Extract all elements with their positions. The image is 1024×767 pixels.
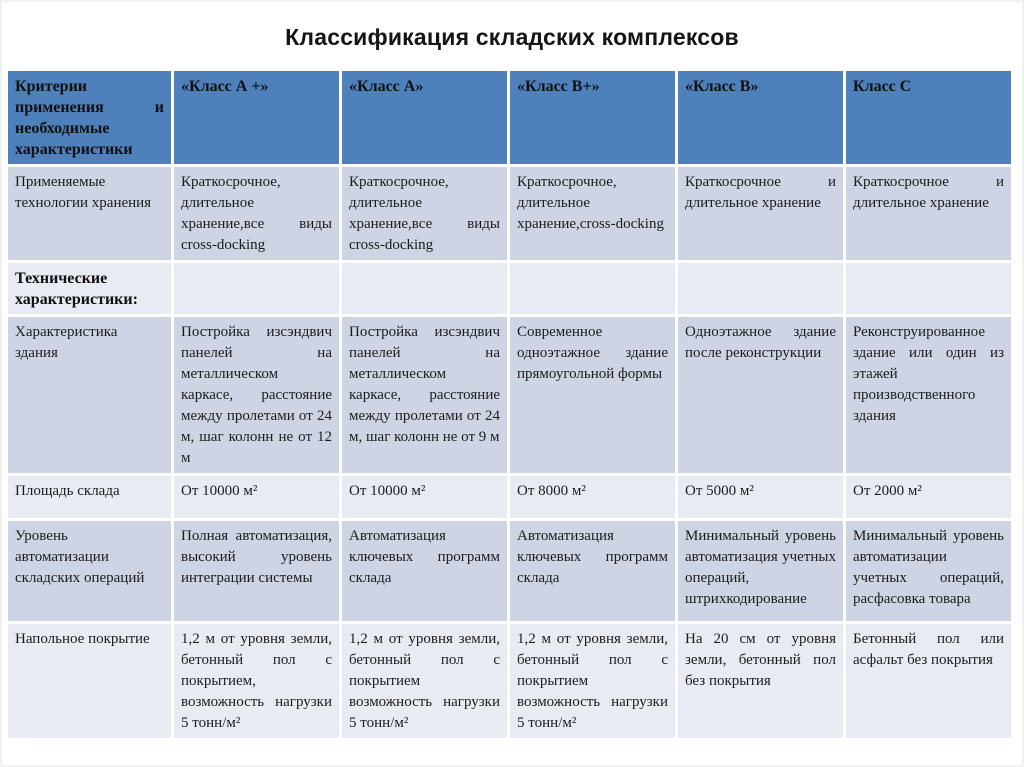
cell-area-b: От 5000 м²: [677, 475, 845, 520]
cell-floor-a: 1,2 м от уровня земли, бетонный пол с покрытием возможность нагрузки 5 тонн/м²: [341, 623, 509, 740]
cell-floor-b-plus: 1,2 м от уровня земли, бетонный пол с покрытием возможность нагрузки 5 тонн/м²: [509, 623, 677, 740]
row-label-building: Характеристика здания: [7, 316, 173, 475]
table-row-automation: [7, 520, 1013, 623]
cell-building-b: Одноэтажное здание после реконструкции: [677, 316, 845, 475]
header-cell-class-b: «Класс В»: [677, 70, 845, 166]
header-cell-class-a-plus: «Класс А +»: [173, 70, 341, 166]
header-cell-class-b-plus: «Класс В+»: [509, 70, 677, 166]
cell-automation-b: Минимальный уровень автоматизация учетных операций, штрихкодирование: [677, 520, 845, 623]
cell-technical-b-plus: [509, 262, 677, 316]
header-cell-criteria: Критерии применения и необходимые характеристики: [7, 70, 173, 166]
header-cell-class-c: Класс С: [845, 70, 1013, 166]
table-row-floor: [7, 623, 1013, 740]
cell-area-b-plus: От 8000 м²: [509, 475, 677, 520]
cell-area-a-plus: От 10000 м²: [173, 475, 341, 520]
slide-title: Классификация складских комплексов: [285, 24, 739, 50]
cell-floor-a-plus: 1,2 м от уровня земли, бетонный пол с покрытием, возможность нагрузки 5 тонн/м²: [173, 623, 341, 740]
cell-building-c: Реконструированное здание или один из этажей производственного здания: [845, 316, 1013, 475]
row-label-automation: Уровень автоматизации складских операций: [7, 520, 173, 623]
cell-technical-a-plus: [173, 262, 341, 316]
classification-table: [5, 68, 1014, 741]
row-label-floor: Напольное покрытие: [7, 623, 173, 740]
cell-technical-b: [677, 262, 845, 316]
cell-storage-a-plus: Краткосрочное, длительное хранение,все виды cross-docking: [173, 166, 341, 262]
header-cell-class-a: «Класс А»: [341, 70, 509, 166]
table-row-technical-section: [7, 262, 1013, 316]
cell-automation-b-plus: Автоматизация ключевых программ склада: [509, 520, 677, 623]
cell-automation-a-plus: Полная автоматизация, высокий уровень интеграции системы: [173, 520, 341, 623]
row-label-technical-section: Технические характеристики:: [7, 262, 173, 316]
cell-automation-c: Минимальный уровень автоматизации учетных операций, расфасовка товара: [845, 520, 1013, 623]
cell-floor-c: Бетонный пол или асфальт без покрытия: [845, 623, 1013, 740]
table-header-row: [7, 70, 1013, 166]
table-row-area: [7, 475, 1013, 520]
cell-technical-c: [845, 262, 1013, 316]
table-row-storage-technologies: [7, 166, 1013, 262]
row-label-storage-technologies: Применяемые технологии хранения: [7, 166, 173, 262]
cell-building-a-plus: Постройка изсэндвич панелей на металлическом каркасе, расстояние между пролетами от 24 м, шаг колонн не от 12 м: [173, 316, 341, 475]
cell-storage-b: Краткосрочное и длительное хранение: [677, 166, 845, 262]
cell-storage-a: Краткосрочное, длительное хранение,все виды cross-docking: [341, 166, 509, 262]
cell-area-a: От 10000 м²: [341, 475, 509, 520]
cell-technical-a: [341, 262, 509, 316]
row-label-area: Площадь склада: [7, 475, 173, 520]
cell-floor-b: На 20 см от уровня земли, бетонный пол без покрытия: [677, 623, 845, 740]
cell-automation-a: Автоматизация ключевых программ склада: [341, 520, 509, 623]
cell-area-c: От 2000 м²: [845, 475, 1013, 520]
table-row-building: [7, 316, 1013, 475]
cell-building-b-plus: Современное одноэтажное здание прямоугольной формы: [509, 316, 677, 475]
cell-building-a: Постройка изсэндвич панелей на металлическом каркасе, расстояние между пролетами от 24 м, шаг колонн не от 9 м: [341, 316, 509, 475]
cell-storage-c: Краткосрочное и длительное хранение: [845, 166, 1013, 262]
cell-storage-b-plus: Краткосрочное, длительное хранение,cross-docking: [509, 166, 677, 262]
